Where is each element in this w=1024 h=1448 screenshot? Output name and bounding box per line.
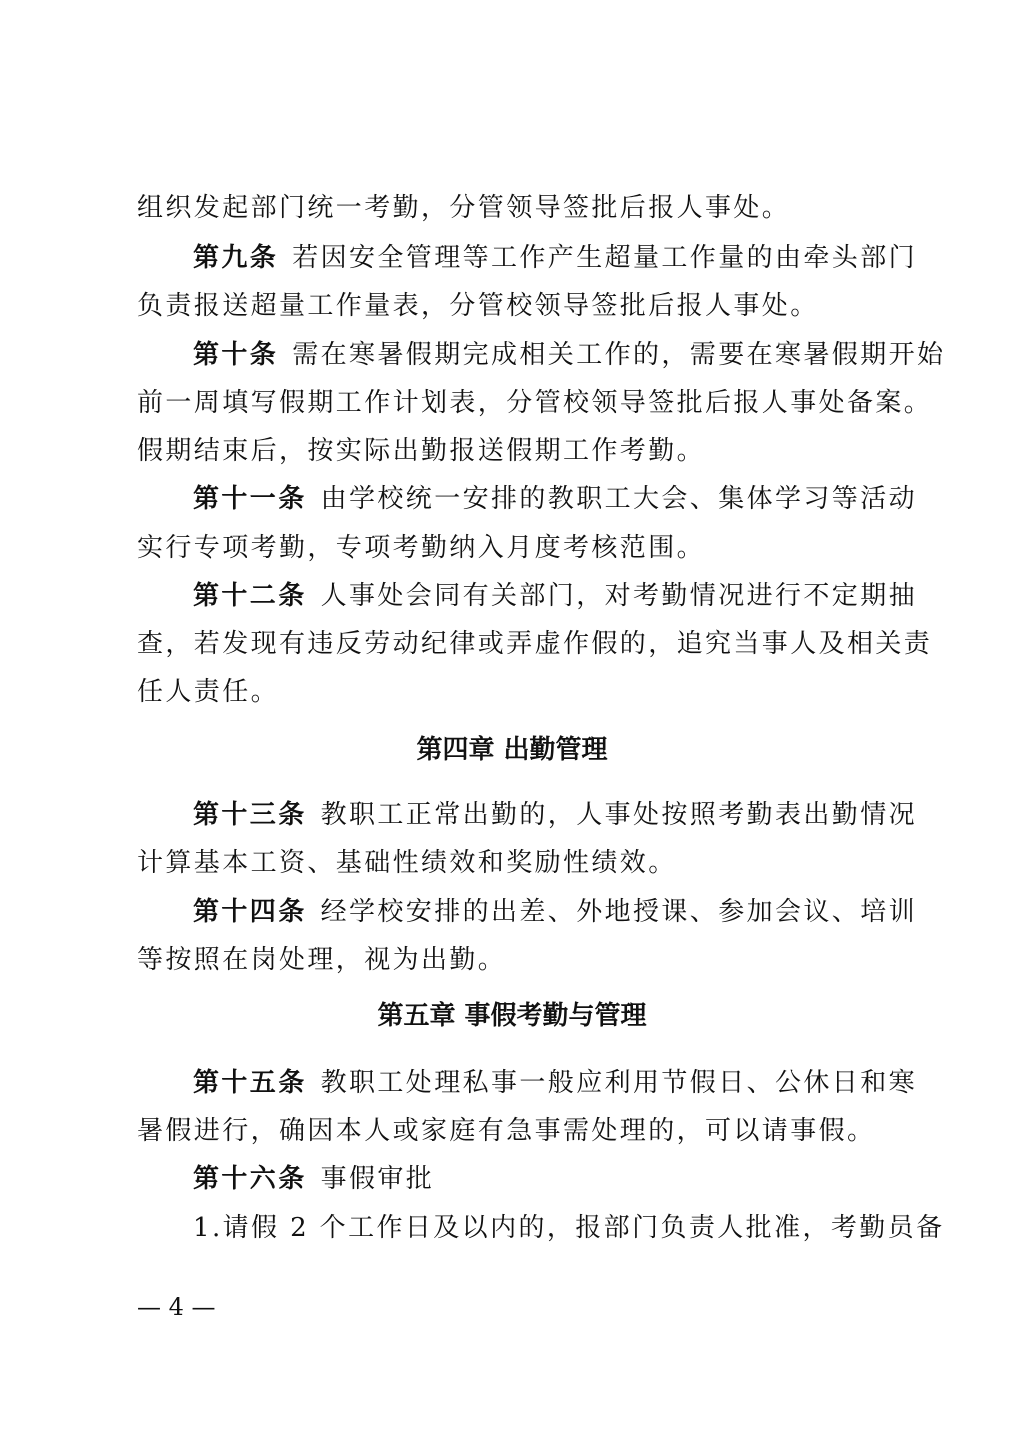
article-13 [193,797,918,833]
article-heading: 第十五条 [193,1068,307,1098]
article-heading: 第十四条 [193,897,307,927]
article-text: 教职工处理私事一般应利用节假日、公休日和寒 [320,1068,918,1098]
body-line: 前一周填写假期工作计划表，分管校领导签批后报人事处备案。 [137,388,933,418]
article-text: 事假审批 [320,1164,435,1194]
page-number: — 4 — [137,1293,216,1321]
article-11 [193,481,918,517]
article-heading: 第九条 [193,243,279,273]
article-heading: 第十条 [193,340,279,370]
body-line: 暑假进行，确因本人或家庭有急事需处理的，可以请事假。 [137,1116,876,1146]
article-text: 需在寒暑假期完成相关工作的，需要在寒暑假期开始 [292,340,946,370]
article-text: 若因安全管理等工作产生超量工作量的由牵头部门 [292,243,918,273]
list-item: 1.请假 2 个工作日及以内的，报部门负责人批准，考勤员备 [193,1213,945,1243]
chapter-heading: 第五章 事假考勤与管理 [377,1001,647,1031]
article-heading: 第十一条 [193,484,307,514]
body-line: 负责报送超量工作量表，分管校领导签批后报人事处。 [137,291,819,321]
article-text: 人事处会同有关部门，对考勤情况进行不定期抽 [320,581,918,611]
chapter-heading: 第四章 出勤管理 [416,735,608,765]
article-14 [193,894,918,930]
article-10 [193,337,946,373]
article-heading: 第十二条 [193,581,307,611]
article-15 [193,1065,918,1101]
article-16 [193,1161,897,1197]
article-12 [193,578,918,614]
article-heading: 第十三条 [193,800,307,830]
body-line: 实行专项考勤，专项考勤纳入月度考核范围。 [137,533,706,563]
body-line: 计算基本工资、基础性绩效和奖励性绩效。 [137,848,677,878]
article-text: 经学校安排的出差、外地授课、参加会议、培训 [320,897,918,927]
article-text: 由学校统一安排的教职工大会、集体学习等活动 [320,484,918,514]
article-text: 教职工正常出勤的，人事处按照考勤表出勤情况 [320,800,918,830]
article-heading: 第十六条 [193,1164,307,1194]
body-line: 任人责任。 [137,677,280,707]
body-line: 假期结束后，按实际出勤报送假期工作考勤。 [137,436,706,466]
article-9 [193,240,918,276]
body-line: 等按照在岗处理，视为出勤。 [137,945,507,975]
body-line: 组织发起部门统一考勤，分管领导签批后报人事处。 [137,193,791,223]
body-line: 查，若发现有违反劳动纪律或弄虚作假的，追究当事人及相关责 [137,629,933,659]
